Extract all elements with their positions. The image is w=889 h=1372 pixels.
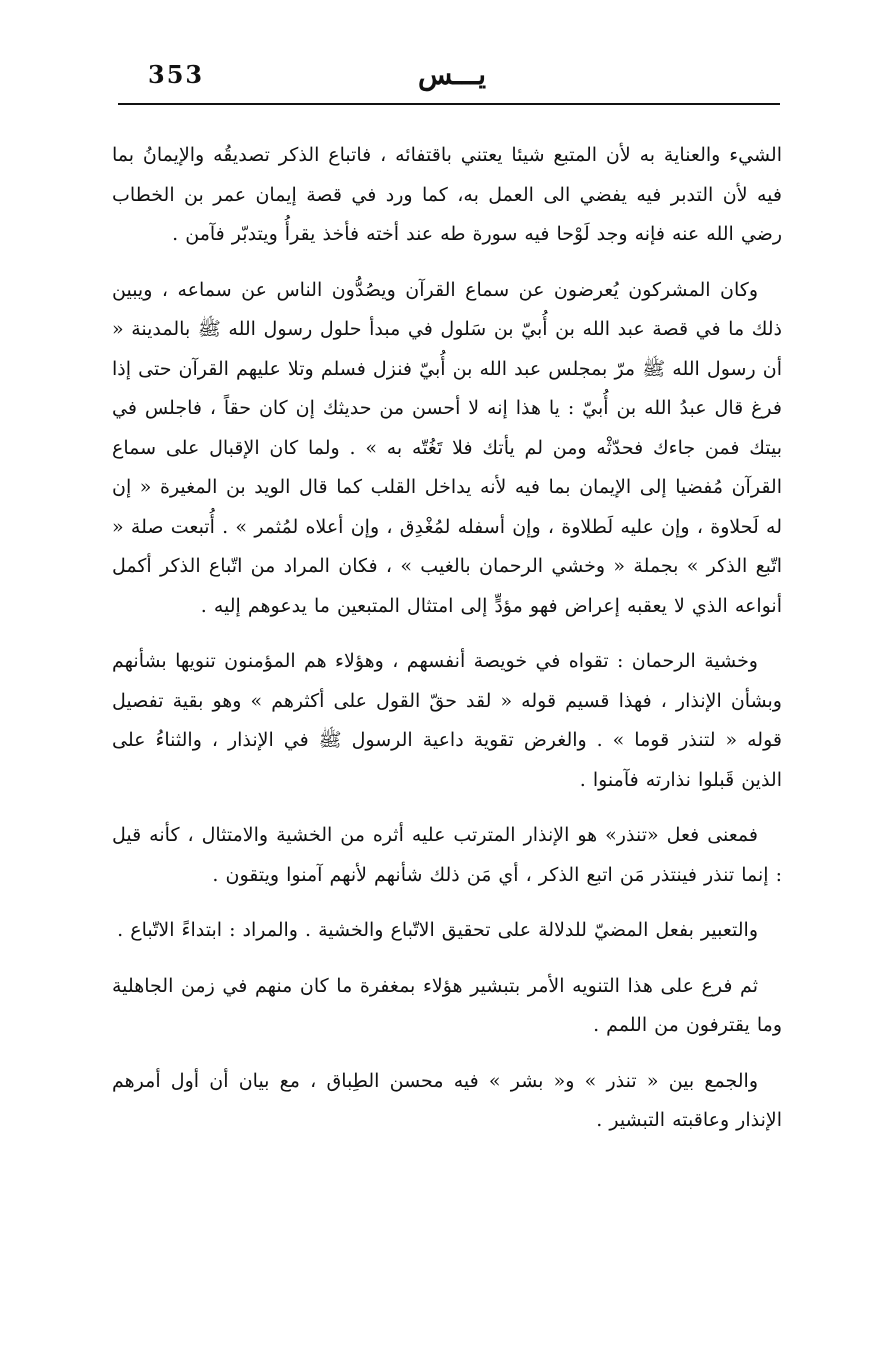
paragraph-3: وخشية الرحمان : تقواه في خويصة أنفسهم ، وهؤلاء هم المؤمنون تنويها بشأنهم وبشأن الإنذار ، فهذا قسيم قوله « لقد حقّ القول على أكثرهم » وهو بقية تفصيل قوله « لتنذر قوما » . والغرض تقوية داعية الرسول ﷺ في الإنذار ، والثناءُ على الذين قَبلوا نذارته فآمنوا . — [112, 650, 782, 791]
paragraph-6: ثم فرع على هذا التنويه الأمر بتبشير هؤلاء بمغفرة ما كان منهم في زمن الجاهلية وما يقترفون من اللمم . — [112, 974, 782, 1036]
page-body — [112, 136, 782, 1256]
paragraph-2: وكان المشركون يُعرضون عن سماع القرآن ويصُدُّون الناس عن سماعه ، ويبين ذلك ما في قصة عبد الله بن أُبيّ بن سَلول في مبدأ حلول رسول الله ﷺ بالمدينة « أن رسول الله ﷺ مرّ بمجلس عبد الله بن أُبيّ فنزل فسلم وتلا عليهم القرآن حتى إذا فرغ قال عبدُ الله بن أُبيّ : يا هذا إنه لا أحسن من حديثك إن كان حقاً ، فاجلس في بيتك فمن جاءك فحدّثْه ومن لم يأتك فلا تَغُتّه به » . ولما كان الإقبال على سماع القرآن مُفضيا إلى الإيمان بما فيه لأنه يداخل القلب كما قال الويد بن المغيرة « إن له لَحلاوة ، وإن عليه لَطلاوة ، وإن أسفله لمُغْدِق ، وإن أعلاه لمُثمر » . أُتبعت صلة « اتّبع الذكر » بجملة « وخشي الرحمان بالغيب » ، فكان المراد من اتّباع الذكر أكمل أنواعه الذي لا يعقبه إعراض فهو مؤدٍّ إلى امتثال المتبعين ما يدعوهم إليه . — [112, 278, 782, 617]
paragraph-1: الشيء والعناية به لأن المتبع شيئا يعتني باقتفائه ، فاتباع الذكر تصديقُه والإيمانُ بما فيه لأن التدبر فيه يفضي الى العمل به، كما ورد في قصة إيمان عمر بن الخطاب رضي الله عنه فإنه وجد لَوْحا فيه سورة طه عند أخته فأخذ يقرأُ ويتدبّر فآمن . — [112, 144, 782, 245]
running-title: يـــس — [418, 58, 487, 91]
header-rule — [118, 103, 780, 105]
paragraph-7: والجمع بين « تنذر » و« بشر » فيه محسن الطِباق ، مع بيان أن أول أمرهم الإنذار وعاقبته التبشير . — [112, 1069, 782, 1131]
paragraph-4: فمعنى فعل «تنذر» هو الإنذار المترتب عليه أثره من الخشية والامتثال ، كأنه قيل : إنما تنذر فينتذر مَن اتبع الذكر ، أي مَن ذلك شأنهم لأنهم آمنوا ويتقون . — [112, 824, 782, 886]
page-header — [118, 58, 780, 104]
paragraph-5: والتعبير بفعل المضيّ للدلالة على تحقيق الاتّباع والخشية . والمراد : ابتداءً الاتّباع . — [117, 919, 758, 941]
page-number: 353 — [148, 60, 205, 89]
